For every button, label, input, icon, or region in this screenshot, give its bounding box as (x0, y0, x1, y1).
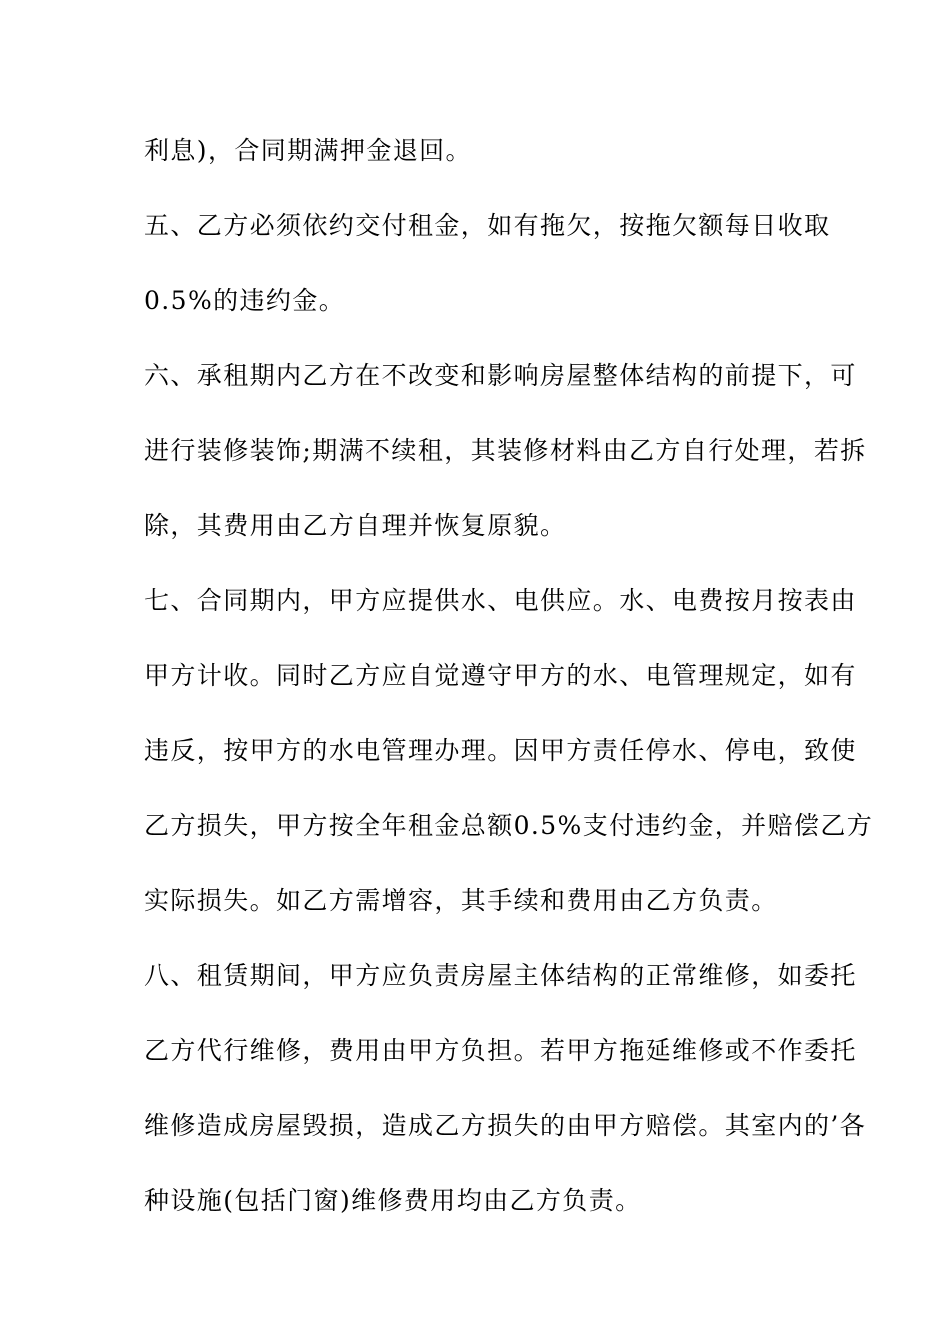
text-line: 违反，按甲方的水电管理办理。因甲方责任停水、停电，致使 (144, 736, 857, 765)
text-line: 进行装修装饰;期满不续租，其装修材料由乙方自行处理，若拆 (144, 436, 867, 465)
text-line: 0.5%的违约金。 (144, 286, 346, 315)
text-line: 五、乙方必须依约交付租金，如有拖欠，按拖欠额每日收取 (144, 211, 831, 240)
text-line: 实际损失。如乙方需增容，其手续和费用由乙方负责。 (144, 886, 778, 915)
text-line: 甲方计收。同时乙方应自觉遵守甲方的水、电管理规定，如有 (144, 661, 857, 690)
text-line: 种设施(包括门窗)维修费用均由乙方负责。 (144, 1186, 642, 1215)
text-line: 维修造成房屋毁损，造成乙方损失的由甲方赔偿。其室内的’各 (144, 1111, 867, 1140)
text-line: 七、合同期内，甲方应提供水、电供应。水、电费按月按表由 (144, 586, 857, 615)
text-line: 八、租赁期间，甲方应负责房屋主体结构的正常维修，如委托 (144, 961, 857, 990)
text-line: 乙方损失，甲方按全年租金总额0.5%支付违约金，并赔偿乙方 (144, 811, 874, 840)
text-line: 利息)，合同期满押金退回。 (144, 136, 472, 165)
text-line: 六、承租期内乙方在不改变和影响房屋整体结构的前提下，可 (144, 361, 857, 390)
text-line: 除，其费用由乙方自理并恢复原貌。 (144, 511, 567, 540)
text-line: 乙方代行维修，费用由甲方负担。若甲方拖延维修或不作委托 (144, 1036, 857, 1065)
